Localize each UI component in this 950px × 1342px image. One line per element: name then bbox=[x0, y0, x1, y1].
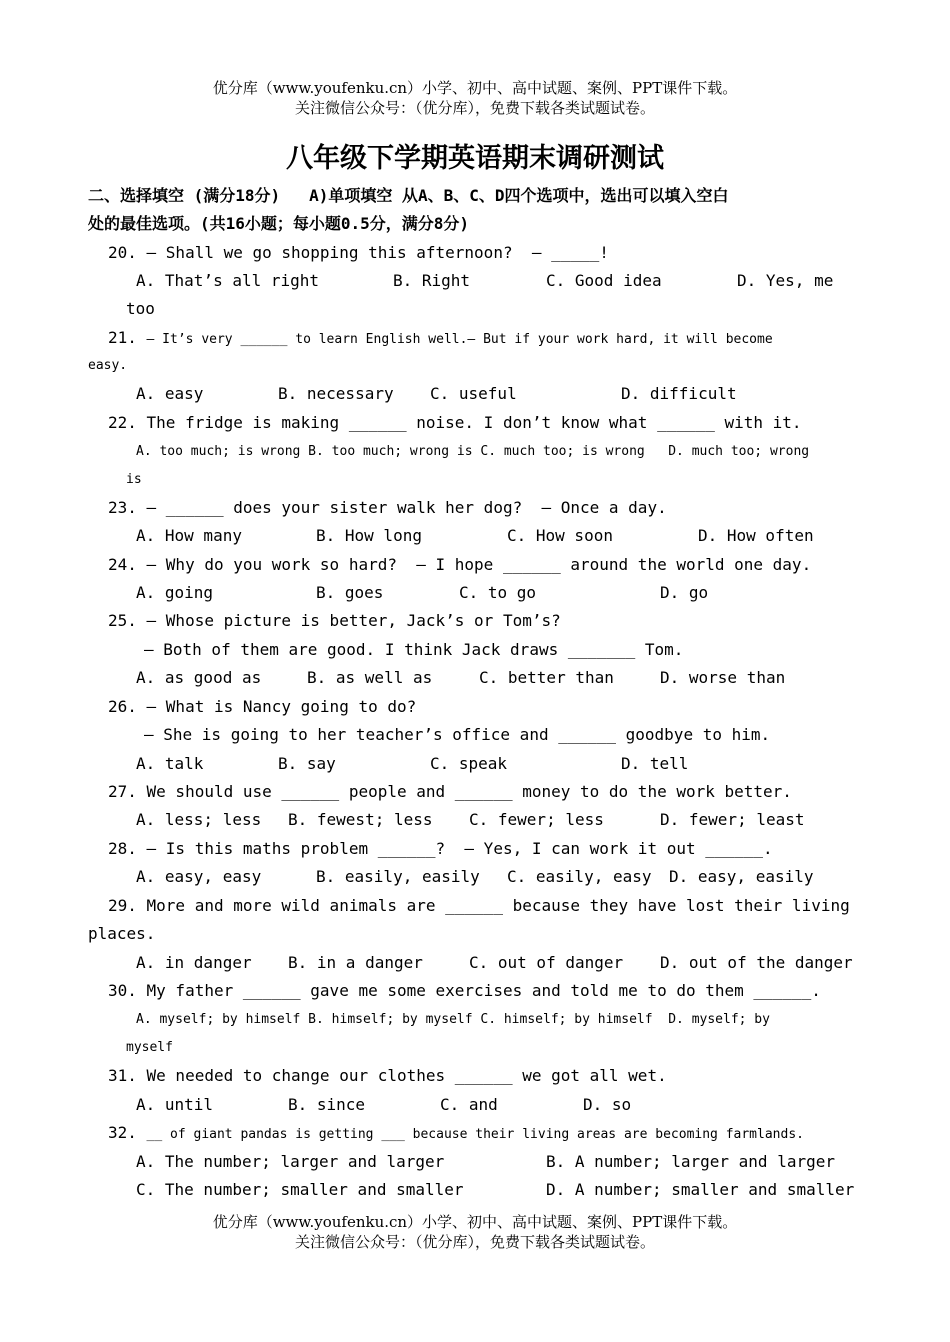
question-20-option-a: A. That’s all right bbox=[136, 271, 320, 290]
question-23-option-a: A. How many bbox=[136, 526, 242, 545]
page-footer bbox=[0, 1212, 950, 1252]
question-29-option-c: C. out of danger bbox=[469, 953, 624, 972]
question-22-options: A. too much; is wrong B. too much; wrong is C. much too; is wrong D. much too; wrong bbox=[136, 444, 810, 459]
question-29-option-a: A. in danger bbox=[136, 953, 252, 972]
question-25-stem-2: — Both of them are good. I think Jack draws _______ Tom. bbox=[144, 640, 684, 659]
question-26-stem: 26. — What is Nancy going to do? bbox=[108, 697, 417, 716]
question-27-stem: 27. We should use ______ people and ______ money to do the work better. bbox=[108, 782, 792, 801]
question-28-option-a: A. easy, easy bbox=[136, 867, 262, 886]
page-title: 八年级下学期英语期末调研测试 bbox=[286, 143, 664, 174]
footer-line-2: 关注微信公众号：（优分库），免费下载各类试题试卷。 bbox=[294, 1233, 655, 1251]
question-26-option-a: A. talk bbox=[136, 754, 204, 773]
question-27-option-d: D. fewer; least bbox=[660, 810, 805, 829]
question-28-stem: 28. — Is this maths problem ______? — Yes, I can work it out ______. bbox=[108, 839, 773, 858]
question-26-stem-2: — She is going to her teacher’s office and ______ goodbye to him. bbox=[144, 725, 771, 744]
question-29-option-b: B. in a danger bbox=[288, 953, 423, 972]
question-21-option-b: B. necessary bbox=[278, 384, 394, 403]
question-24-option-c: C. to go bbox=[459, 583, 537, 602]
question-31-stem: 31. We needed to change our clothes ______ we got all wet. bbox=[108, 1066, 667, 1085]
section-heading-line-2: 处的最佳选项。(共16小题；每小题0.5分，满分8分) bbox=[88, 214, 470, 233]
page-header bbox=[0, 78, 950, 118]
question-25-stem: 25. — Whose picture is better, Jack’s or Tom’s? bbox=[108, 611, 561, 630]
question-22-wrap: is bbox=[126, 472, 142, 487]
question-27-option-a: A. less; less bbox=[136, 810, 262, 829]
question-30-options: A. myself; by himself B. himself; by myself C. himself; by himself D. myself; by bbox=[136, 1012, 770, 1027]
question-23-option-d: D. How often bbox=[698, 526, 814, 545]
question-26-option-d: D. tell bbox=[621, 754, 689, 773]
question-20-wrap: too bbox=[126, 299, 155, 318]
question-21-stem-text: — It’s very ______ to learn English well.— But if your work hard, it will become bbox=[146, 332, 773, 347]
question-21-option-a: A. easy bbox=[136, 384, 204, 403]
section-heading-line-1: 二、选择填空 (满分18分) A)单项填空 从A、B、C、D四个选项中，选出可以填入空白 bbox=[88, 186, 729, 205]
question-29-wrap: places. bbox=[88, 924, 156, 943]
question-25-option-d: D. worse than bbox=[660, 668, 786, 687]
question-22-stem: 22. The fridge is making ______ noise. I don’t know what ______ with it. bbox=[108, 413, 802, 432]
footer-line-1: 优分库（www.youfenku.cn）小学、初中、高中试题、案例、PPT课件下载。 bbox=[212, 1213, 738, 1231]
question-32-option-a: A. The number; larger and larger bbox=[136, 1152, 445, 1171]
question-21-wrap: easy. bbox=[88, 358, 128, 373]
question-29-stem: 29. More and more wild animals are ______ because they have lost their living bbox=[108, 896, 850, 915]
question-24-option-b: B. goes bbox=[316, 583, 384, 602]
question-31-option-a: A. until bbox=[136, 1095, 214, 1114]
question-20-option-b: B. Right bbox=[393, 271, 471, 290]
question-24-option-d: D. go bbox=[660, 583, 709, 602]
question-30-wrap: myself bbox=[126, 1040, 173, 1055]
question-26-option-b: B. say bbox=[278, 754, 336, 773]
question-23-stem: 23. — ______ does your sister walk her dog? — Once a day. bbox=[108, 498, 667, 517]
question-32-stem: 32. __ of giant pandas is getting ___ because their living areas are becoming farmlands. bbox=[108, 1123, 804, 1142]
question-28-option-b: B. easily, easily bbox=[316, 867, 480, 886]
question-20-option-c: C. Good idea bbox=[546, 271, 662, 290]
question-32-option-b: B. A number; larger and larger bbox=[546, 1152, 835, 1171]
question-31-option-c: C. and bbox=[440, 1095, 498, 1114]
question-27-option-b: B. fewest; less bbox=[288, 810, 433, 829]
header-line-2: 关注微信公众号：（优分库），免费下载各类试题试卷。 bbox=[294, 99, 655, 117]
question-25-option-a: A. as good as bbox=[136, 668, 262, 687]
question-21-option-c: C. useful bbox=[430, 384, 517, 403]
question-31-option-d: D. so bbox=[583, 1095, 632, 1114]
question-30-stem: 30. My father ______ gave me some exercises and told me to do them ______. bbox=[108, 981, 821, 1000]
question-31-option-b: B. since bbox=[288, 1095, 366, 1114]
header-line-1: 优分库（www.youfenku.cn）小学、初中、高中试题、案例、PPT课件下载。 bbox=[212, 79, 738, 97]
question-25-option-c: C. better than bbox=[479, 668, 614, 687]
question-27-option-c: C. fewer; less bbox=[469, 810, 604, 829]
question-21-option-d: D. difficult bbox=[621, 384, 737, 403]
question-20-stem: 20. — Shall we go shopping this afternoon? — _____! bbox=[108, 243, 609, 262]
question-20-option-d: D. Yes, me bbox=[737, 271, 834, 290]
question-26-option-c: C. speak bbox=[430, 754, 508, 773]
question-24-stem: 24. — Why do you work so hard? — I hope ______ around the world one day. bbox=[108, 555, 812, 574]
question-32-option-d: D. A number; smaller and smaller bbox=[546, 1180, 855, 1199]
question-25-option-b: B. as well as bbox=[307, 668, 433, 687]
question-28-option-c: C. easily, easy bbox=[507, 867, 652, 886]
question-24-option-a: A. going bbox=[136, 583, 214, 602]
question-28-option-d: D. easy, easily bbox=[669, 867, 814, 886]
question-32-stem-text: __ of giant pandas is getting ___ because their living areas are becoming farmlands. bbox=[146, 1127, 804, 1142]
question-23-option-b: B. How long bbox=[316, 526, 422, 545]
question-21-stem: 21. — It’s very ______ to learn English well.— But if your work hard, it will become bbox=[108, 328, 773, 347]
question-29-option-d: D. out of the danger bbox=[660, 953, 853, 972]
question-32-option-c: C. The number; smaller and smaller bbox=[136, 1180, 464, 1199]
question-23-option-c: C. How soon bbox=[507, 526, 613, 545]
